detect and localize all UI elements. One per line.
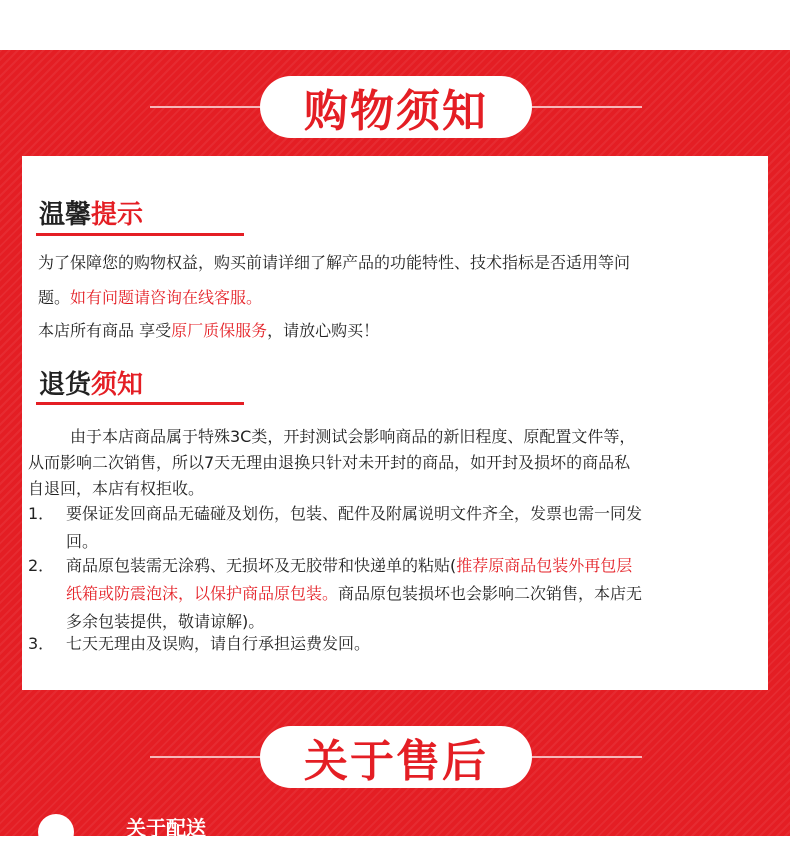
returns-intro-3-text: 自退回，本店有权拒收。 bbox=[28, 479, 205, 498]
bullet-circle-icon bbox=[38, 814, 74, 850]
delivery-label: 关于配送 bbox=[126, 816, 206, 840]
section-banner-after-sales bbox=[260, 726, 532, 788]
tip-heading-accent: 提示 bbox=[91, 200, 144, 230]
tip-line-2-red: 如有问题请咨询在线客服。 bbox=[70, 288, 263, 307]
notice-panel bbox=[22, 156, 768, 690]
rule-2-line-3: 多余包装提供，敬请谅解)。 bbox=[66, 612, 265, 631]
rule-number: 1． bbox=[28, 504, 55, 523]
rule-2-line-1-plain: 商品原包装需无涂鸦、无损坏及无胶带和快递单的粘贴( bbox=[66, 556, 457, 575]
tip-line-1-text: 为了保障您的购物权益，购买前请详细了解产品的功能特性、技术指标是否适用等问 bbox=[38, 253, 631, 272]
tip-line-3-red: 原厂质保服务 bbox=[171, 321, 268, 340]
return-rule-3 bbox=[28, 630, 762, 658]
rule-number: 2． bbox=[28, 556, 55, 575]
rule-number: 3． bbox=[28, 634, 55, 653]
rule-2-line-1-red: 推荐原商品包装外再包层 bbox=[456, 556, 633, 575]
banner-divider-left bbox=[150, 756, 260, 758]
returns-intro-1-text: 由于本店商品属于特殊3C类，开封测试会影响商品的新旧程度、原配置文件等， bbox=[70, 427, 636, 446]
tip-line-1 bbox=[38, 248, 758, 278]
returns-intro-2-text: 从而影响二次销售，所以7天无理由退换只针对未开封的商品，如开封及损坏的商品私 bbox=[28, 453, 631, 472]
tip-line-3-pre: 本店所有商品 享受 bbox=[38, 321, 172, 340]
rule-2-line-1 bbox=[66, 552, 762, 580]
banner-title: 购物须知 bbox=[304, 86, 488, 137]
section-banner-shopping-notice bbox=[260, 76, 532, 138]
tip-line-3 bbox=[38, 316, 758, 346]
return-rule-2 bbox=[28, 552, 762, 636]
banner-divider-right bbox=[532, 106, 642, 108]
tip-underline bbox=[36, 233, 244, 236]
banner-divider-left bbox=[150, 106, 260, 108]
tip-line-2 bbox=[38, 283, 758, 313]
returns-heading-plain: 退货 bbox=[39, 370, 92, 400]
rule-2-line-2-plain: 商品原包装损坏也会影响二次销售，本店无 bbox=[338, 584, 643, 603]
banner-title: 关于售后 bbox=[304, 736, 488, 787]
rule-2-line-2 bbox=[66, 580, 762, 608]
rule-1-line-2: 回。 bbox=[66, 532, 99, 551]
tip-heading-plain: 温馨 bbox=[39, 200, 92, 230]
returns-heading-accent: 须知 bbox=[91, 370, 144, 400]
tip-line-3-post: ，请放心购买！ bbox=[267, 321, 380, 340]
returns-heading bbox=[39, 364, 143, 401]
return-rule-1 bbox=[28, 500, 762, 556]
tip-line-2-plain: 题。 bbox=[38, 288, 71, 307]
tip-heading bbox=[39, 194, 143, 231]
returns-underline bbox=[36, 402, 244, 405]
banner-divider-right bbox=[532, 756, 642, 758]
rule-2-line-2-red: 纸箱或防震泡沫，以保护商品原包装。 bbox=[66, 584, 339, 603]
rule-3-line-1: 七天无理由及误购，请自行承担运费发回。 bbox=[66, 634, 371, 653]
rule-1-line-1: 要保证发回商品无磕碰及划伤，包装、配件及附属说明文件齐全，发票也需一同发 bbox=[66, 504, 643, 523]
